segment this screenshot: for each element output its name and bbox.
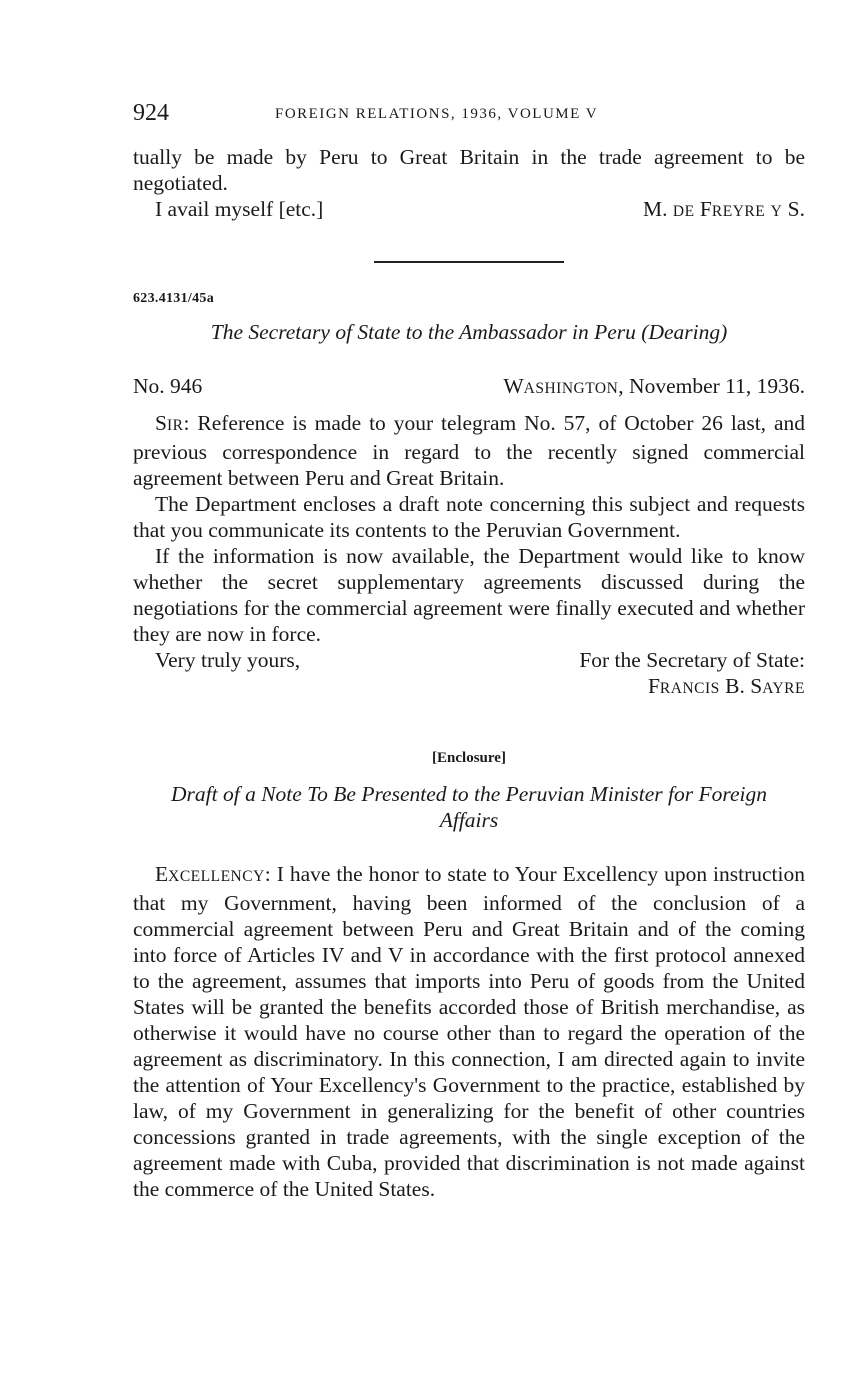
signature-reyre: REYRE xyxy=(711,203,766,220)
dateline xyxy=(503,373,805,402)
body-paragraph-2: The Department encloses a draft note concerning this subject and requests that you communicate its contents to the Peruvian Government. xyxy=(133,492,805,542)
continuation-closing-row xyxy=(133,196,805,225)
enclosure-label: [Enclosure] xyxy=(432,750,506,766)
closing: Very truly yours, xyxy=(155,648,301,672)
document-heading: The Secretary of State to the Ambassador in Peru (Dearing) xyxy=(210,320,728,344)
running-title: FOREIGN RELATIONS, 1936, VOLUME V xyxy=(275,106,599,122)
signer-first-rest: RANCIS xyxy=(659,680,720,697)
file-number: 623.4131/45a xyxy=(133,291,214,306)
continuation-paragraph: tually be made by Peru to Great Britain in the trade agreement to be negotiated. xyxy=(133,145,805,195)
closing-row xyxy=(133,647,805,673)
dateline-row xyxy=(133,373,805,402)
signature-de: DE xyxy=(672,203,695,220)
enclosure-salutation-initial: E xyxy=(155,862,169,886)
enclosure-salutation-rest: XCELLENCY xyxy=(168,868,265,885)
enclosure-salutation-colon: : xyxy=(264,862,271,886)
body-paragraph-3: If the information is now available, the Department would like to know whether the secret supplementary agreements discussed during the negotiations for the commercial agreement were finally executed and whether they are now in force. xyxy=(133,544,805,646)
for-line: For the Secretary of State: xyxy=(579,648,805,672)
signer-last-initial: S xyxy=(750,674,763,698)
signer-last-rest: AYRE xyxy=(762,680,805,697)
signer-middle: B. xyxy=(725,674,745,698)
continuation-signature xyxy=(643,196,805,225)
place-initial: W xyxy=(503,374,524,398)
document-number: No. 946 xyxy=(133,374,203,398)
document-date: , November 11, 1936. xyxy=(618,374,805,398)
signature-y: Y xyxy=(770,203,783,220)
signature-initial: M. xyxy=(643,197,668,221)
continuation-closing: I avail myself [etc.] xyxy=(155,197,324,221)
salutation-colon: : xyxy=(183,411,190,435)
running-head xyxy=(133,96,805,132)
body-paragraph-1 xyxy=(133,410,805,491)
body-text-1: Reference is made to your telegram No. 57, of October 26 last, and previous correspondence in regard to the recently signed commercial agreement between Peru and Great Britain. xyxy=(133,411,805,490)
signature-f: F xyxy=(699,197,712,221)
enclosure-body xyxy=(133,861,805,1202)
page-number: 924 xyxy=(133,100,169,126)
place-rest: ASHINGTON xyxy=(523,380,619,397)
signature-s: S. xyxy=(787,197,805,221)
section-divider xyxy=(374,261,564,263)
signer-first-initial: F xyxy=(647,674,660,698)
signer xyxy=(133,673,805,702)
enclosure-title: Draft of a Note To Be Presented to the Peruvian Minister for Foreign Affairs xyxy=(171,782,767,832)
salutation-initial: S xyxy=(155,411,167,435)
salutation-rest: IR xyxy=(166,417,184,434)
document-page xyxy=(133,96,805,1202)
enclosure-body-text: I have the honor to state to Your Excellency upon instruction that my Government, having been informed of the conclusion of a commercial agreement between Peru and Great Britain and of the coming into force of Articles IV and V in accordance with the first protocol annexed to the agreement, assumes that imports into Peru of goods from the United States will be granted the benefits accorded those of British merchandise, as otherwise it would have no course other than to regard the operation of the agreement as discriminatory. In this connection, I am directed again to invite the attention of Your Excellency's Government to the practice, established by law, of my Government in generalizing for the benefit of other countries concessions granted in trade agreements, with the single exception of the agreement made with Cuba, provided that discrimination is not made against the commerce of the United States. xyxy=(133,862,805,1201)
